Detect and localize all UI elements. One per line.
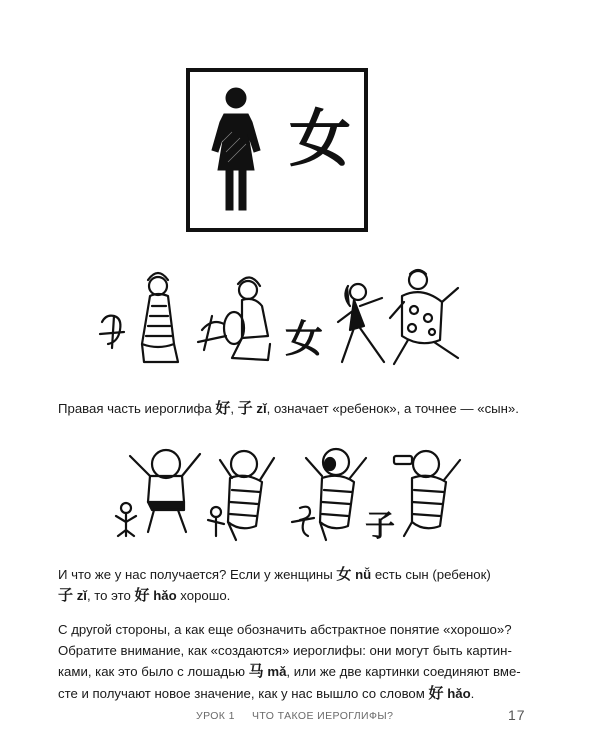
hao-character-3: 好 <box>428 683 444 702</box>
crying-baby-drawing-3 <box>306 449 366 540</box>
baby-drawing-1 <box>130 450 200 532</box>
child-evolution-illustration <box>104 436 474 546</box>
svg-text:女: 女 <box>288 102 352 175</box>
zi-character: 子 <box>237 399 253 417</box>
zi-character-glyph: 子 <box>365 509 395 544</box>
swaddled-baby-drawing-2 <box>220 451 274 540</box>
walking-woman-drawing <box>338 284 384 362</box>
woman-evolution-illustration <box>92 266 472 376</box>
zi-pinyin-2: zǐ <box>76 588 87 603</box>
seal-child-glyph-3 <box>292 507 314 536</box>
oracle-bone-woman-glyph <box>100 316 124 348</box>
hao-pinyin: hǎo <box>153 588 177 603</box>
running-man-drawing <box>390 270 458 364</box>
page-number: 17 <box>508 707 526 723</box>
paragraph-hao-composition: И что же у нас получается? Если у женщины 女 nǚ есть сын (ребенок) 子 zǐ, то это 好 hǎo хорошо. <box>58 565 491 604</box>
lesson-label: УРОК 1 <box>196 710 235 722</box>
kneeling-woman-drawing-1 <box>142 273 178 362</box>
hao-pinyin-2: hǎo <box>447 685 471 701</box>
chapter-title: ЧТО ТАКОЕ ИЕРОГЛИФЫ? <box>252 710 394 722</box>
bronze-woman-glyph <box>198 316 226 350</box>
oracle-child-glyph-1 <box>116 503 136 536</box>
woman-restroom-icon <box>206 82 266 222</box>
zi-character-2: 子 <box>58 586 74 604</box>
nv-character-sign <box>284 98 356 178</box>
bronze-child-glyph-2 <box>208 507 224 536</box>
paragraph-zi-meaning: Правая часть иероглифа 好, 子 zǐ, означает «ребенок», а точнее — «сын». <box>58 399 519 417</box>
nv-character-glyph: 女 <box>284 317 324 361</box>
baby-with-bottle-drawing-4 <box>394 451 460 536</box>
page-footer <box>0 707 600 727</box>
hao-character: 好 <box>215 399 231 417</box>
nv-pinyin: nǚ <box>355 567 372 582</box>
woman-sign <box>186 68 368 232</box>
hao-character-2: 好 <box>134 586 150 604</box>
nv-character: 女 <box>336 565 352 583</box>
zi-pinyin: zǐ <box>256 401 267 416</box>
ma-pinyin: mǎ <box>267 664 287 679</box>
paragraph-abstract-concepts: С другой стороны, а как еще обозначить абстрактное понятие «хорошо»? Обратите внимание, как «создаются» иероглифы: они могут быть картин- ками, как это было с лошадью 马 mǎ, или же две картинки соединяют вме- сте и получают новое значение, как у нас вышло со словом 好 hǎo. <box>58 622 521 702</box>
ma-character: 马 <box>248 662 264 680</box>
kneeling-woman-drawing-2 <box>224 277 270 360</box>
